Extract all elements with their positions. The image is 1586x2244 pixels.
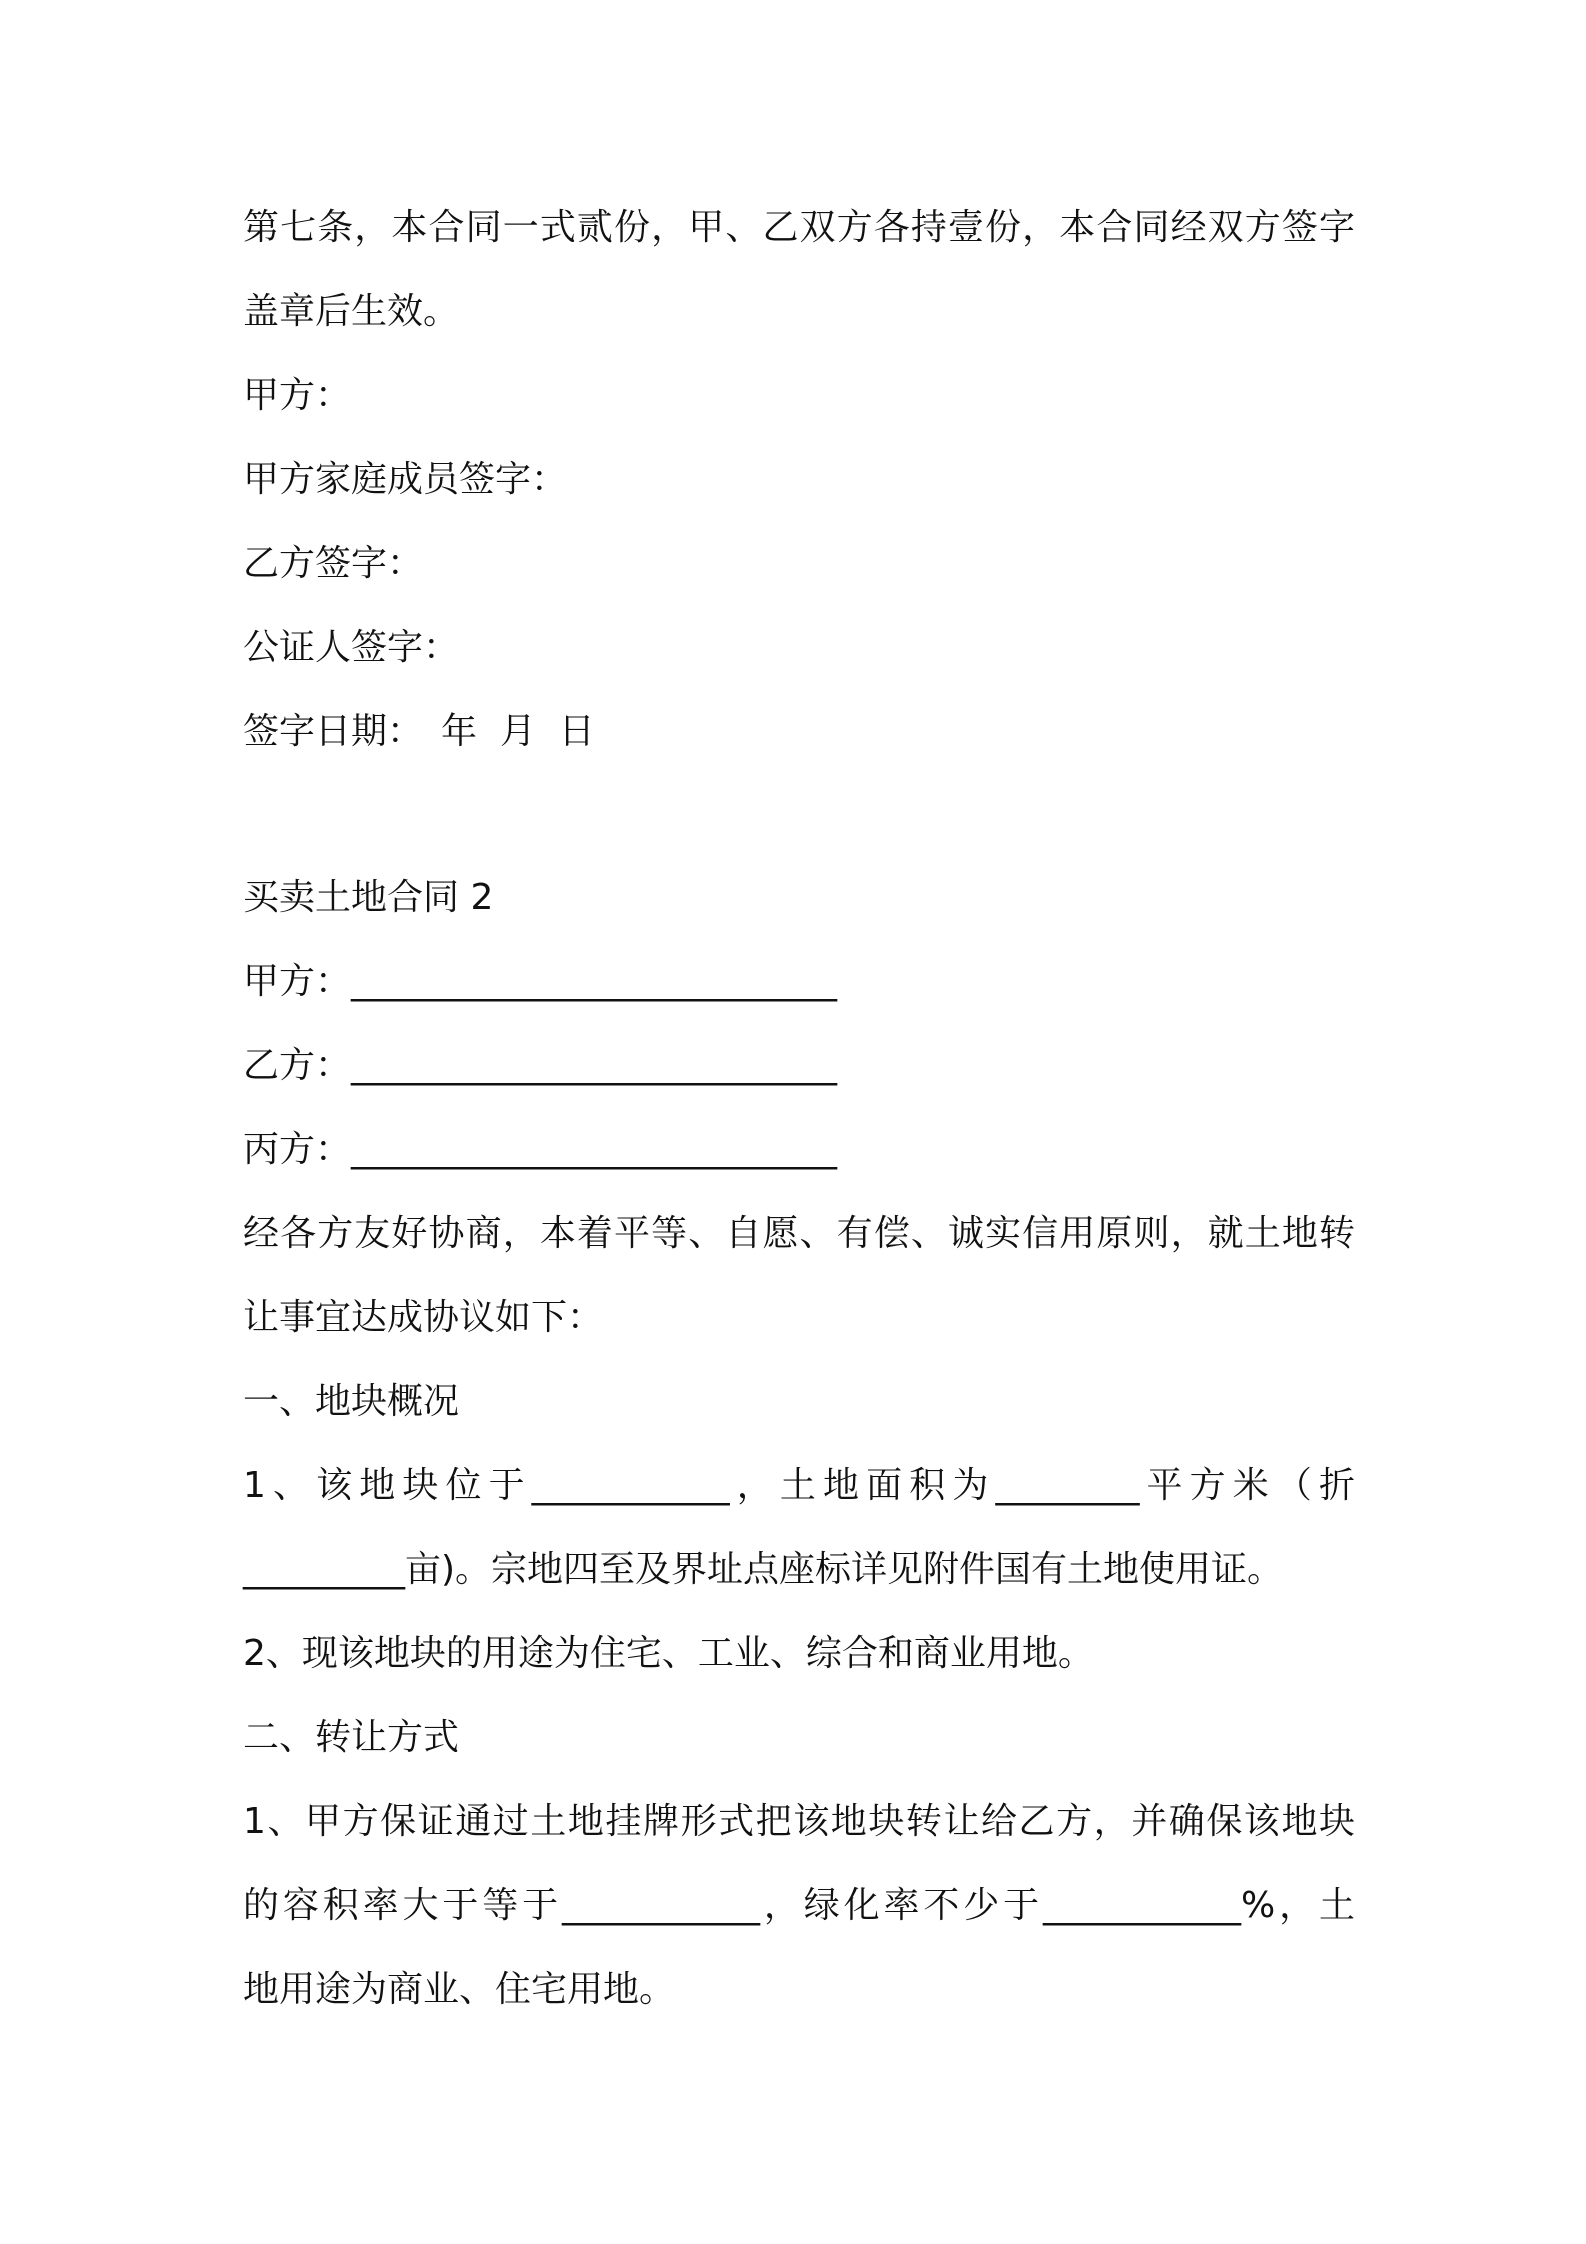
clause-seven-line-1: 第七条，本合同一式贰份，甲、乙双方各持壹份，本合同经双方签字 bbox=[243, 207, 1355, 248]
preamble-line-1: 经各方友好协商，本着平等、自愿、有偿、诚实信用原则，就土地转 bbox=[243, 1213, 1355, 1254]
section-one-item-2: 2、现该地块的用途为住宅、工业、综合和商业用地。 bbox=[243, 1633, 1094, 1674]
section-two-item-1-line-2: 的容积率大于等于___________，绿化率不少于___________%，土 bbox=[243, 1885, 1355, 1926]
section-one-item-1-line-1: 1、该地块位于___________，土地面积为________平方米（折 bbox=[243, 1465, 1355, 1506]
section-one-heading: 一、地块概况 bbox=[243, 1381, 460, 1422]
clause-seven-line-2: 盖章后生效。 bbox=[243, 291, 460, 332]
section-two-heading: 二、转让方式 bbox=[243, 1717, 460, 1758]
section-two-item-1-line-1: 1、甲方保证通过土地挂牌形式把该地块转让给乙方，并确保该地块 bbox=[243, 1801, 1355, 1842]
contract-title: 买卖土地合同 2 bbox=[243, 877, 494, 918]
party-b-signature-label: 乙方签字： bbox=[243, 543, 424, 584]
party-a-field: 甲方：___________________________ bbox=[243, 961, 838, 1002]
preamble-line-2: 让事宜达成协议如下： bbox=[243, 1297, 604, 1338]
party-a-signature-label: 甲方： bbox=[243, 375, 352, 416]
party-c-field: 丙方：___________________________ bbox=[243, 1129, 838, 1170]
party-a-family-signature-label: 甲方家庭成员签字： bbox=[243, 459, 568, 500]
signature-date-label: 签字日期： 年 月 日 bbox=[243, 711, 595, 752]
section-two-item-1-line-3: 地用途为商业、住宅用地。 bbox=[243, 1969, 676, 2010]
notary-signature-label: 公证人签字： bbox=[243, 627, 460, 668]
party-b-field: 乙方：___________________________ bbox=[243, 1045, 838, 1086]
section-one-item-1-line-2: _________亩)。宗地四至及界址点座标详见附件国有土地使用证。 bbox=[243, 1549, 1284, 1590]
